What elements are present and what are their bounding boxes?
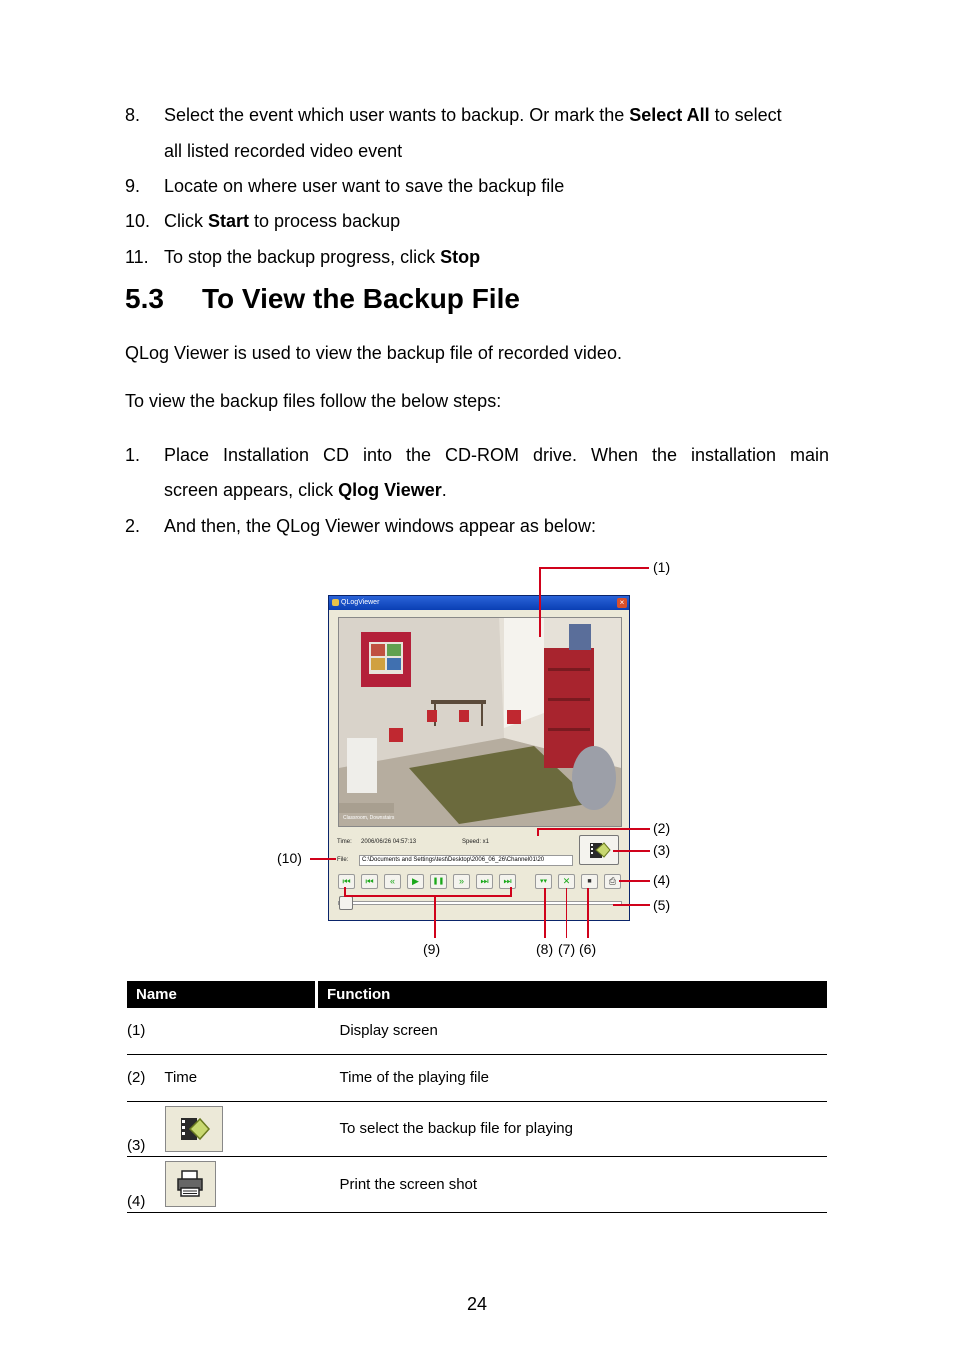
table-header-function: Function — [317, 981, 828, 1008]
step-9-number: 9. — [125, 176, 141, 196]
step-10-text — [164, 210, 400, 232]
film-folder-icon — [166, 1107, 222, 1151]
table-cell-name — [127, 1101, 317, 1156]
print-icon-button — [165, 1161, 216, 1207]
callout-6: (6) — [579, 941, 597, 957]
progress-slider-thumb[interactable] — [339, 896, 353, 910]
progress-slider-track[interactable] — [338, 901, 622, 905]
step-11-number: 11. — [125, 247, 149, 267]
callout-line-2-v — [537, 828, 539, 836]
table-header-row — [127, 981, 827, 1008]
callout-line-8 — [544, 888, 546, 938]
callout-5: (5) — [653, 897, 671, 913]
file-path-field[interactable]: C:\Documents and Settings\test\Desktop\2006_06_26\Channel01\20 — [359, 855, 573, 866]
step-8-text — [164, 104, 782, 126]
step-8-text-a: Select the event which user wants to backup. Or mark the — [164, 105, 630, 125]
step-1-text-a: screen appears, click — [164, 480, 339, 500]
page-number: 24 — [466, 1294, 488, 1314]
step-10-bold: Start — [208, 211, 250, 231]
section-heading — [125, 282, 520, 316]
close-icon[interactable]: × — [617, 598, 627, 608]
table-cell-function: To select the backup file for playing — [317, 1101, 828, 1156]
function-table — [127, 981, 827, 1213]
printer-icon — [166, 1162, 215, 1206]
save-snapshot-button[interactable]: ■ — [581, 874, 598, 889]
callout-2: (2) — [653, 820, 671, 836]
step-10-text-a: Click — [164, 211, 208, 231]
callout-line-1-h — [539, 567, 649, 569]
step-2-number: 2. — [125, 516, 141, 536]
classroom-image — [339, 618, 621, 826]
previous-file-button[interactable]: ⏮ — [361, 874, 378, 889]
step-8-bold: Select All — [629, 105, 710, 125]
print-button[interactable]: ⎙ — [604, 874, 621, 889]
callout-line-3 — [613, 850, 650, 852]
section-title: To View the Backup File — [202, 283, 520, 314]
step-1-text-line2 — [164, 479, 447, 501]
step-8-text-line2: all listed recorded video event — [164, 141, 403, 161]
callout-line-5 — [613, 904, 650, 906]
table-row — [127, 1008, 827, 1054]
intro-text: QLog Viewer is used to view the backup file of recorded video. — [125, 343, 622, 363]
table-cell-name — [127, 1054, 317, 1101]
step-1-bold: Qlog Viewer — [338, 480, 442, 500]
table-row — [127, 1101, 827, 1156]
step-9-text: Locate on where user want to save the backup file — [164, 176, 565, 196]
time-value: 2006/06/26 04:57:13 — [361, 839, 417, 845]
row-number: (4) — [127, 1192, 146, 1210]
table-header-name: Name — [127, 981, 317, 1008]
step-8-text-b: to select — [709, 105, 782, 125]
step-1-text: Place Installation CD into the CD-ROM drive. When the installation main — [164, 445, 829, 465]
callout-3: (3) — [653, 842, 671, 858]
step-2-text: And then, the QLog Viewer windows appear as below: — [164, 516, 596, 536]
last-frame-button[interactable]: ⏭ — [499, 874, 516, 889]
play-button[interactable]: ▶ — [407, 874, 424, 889]
pause-button[interactable]: ❚❚ — [430, 874, 447, 889]
row-number: (3) — [127, 1136, 146, 1154]
table-cell-function: Display screen — [317, 1008, 828, 1054]
step-1-number: 1. — [125, 445, 141, 465]
file-label: File: — [337, 857, 349, 863]
callout-line-2-h — [537, 828, 650, 830]
first-frame-button[interactable]: ⏮ — [338, 874, 355, 889]
step-8-number: 8. — [125, 105, 141, 125]
table-cell-function: Print the screen shot — [317, 1156, 828, 1212]
window-title: QLogViewer — [341, 599, 380, 606]
callout-1: (1) — [653, 559, 671, 575]
step-11-bold: Stop — [440, 247, 481, 267]
callout-9: (9) — [423, 941, 441, 957]
time-label: Time: — [337, 839, 352, 845]
table-row — [127, 1156, 827, 1212]
row-number: (1) — [127, 1022, 146, 1040]
step-11-text — [164, 246, 480, 268]
callout-line-4 — [619, 880, 650, 882]
row-name: Time — [164, 1069, 198, 1086]
callout-4: (4) — [653, 872, 671, 888]
table-cell-name — [127, 1008, 317, 1054]
step-1-text-b: . — [441, 480, 447, 500]
callout-line-9-r — [510, 887, 512, 896]
step-10-number: 10. — [125, 211, 151, 231]
callout-line-10 — [310, 858, 336, 860]
section-number: 5.3 — [125, 283, 164, 314]
window-title-bar — [329, 596, 629, 610]
row-number: (2) — [127, 1069, 146, 1086]
callout-line-9-l — [344, 887, 346, 896]
app-logo-icon — [332, 599, 339, 606]
table-cell-function: Time of the playing file — [317, 1054, 828, 1101]
callout-line-6 — [587, 888, 589, 938]
callout-line-7 — [566, 888, 567, 938]
display-screen — [338, 617, 622, 827]
rewind-button[interactable]: « — [384, 874, 401, 889]
video-overlay-text: Classroom, Downstairs — [343, 815, 395, 821]
callout-line-9-h — [344, 895, 512, 897]
callout-10: (10) — [277, 850, 302, 866]
speed-label: Speed: x1 — [462, 839, 490, 845]
qlog-viewer-window — [328, 595, 630, 921]
table-row — [127, 1054, 827, 1101]
next-file-button[interactable]: ⏭ — [476, 874, 493, 889]
callout-line-1-v — [539, 567, 541, 637]
fast-forward-button[interactable]: » — [453, 874, 470, 889]
step-11-text-a: To stop the backup progress, click — [164, 247, 441, 267]
select-file-icon-button — [165, 1106, 223, 1152]
table-cell-name — [127, 1156, 317, 1212]
split-button[interactable]: ✕ — [558, 874, 575, 889]
callout-7: (7) — [558, 941, 576, 957]
step-10-text-b: to process backup — [249, 211, 401, 231]
zoom-button[interactable]: ▾▾ — [535, 874, 552, 889]
intro-steps-text: To view the backup files follow the below steps: — [125, 391, 502, 411]
callout-line-9-v — [434, 895, 436, 938]
callout-8: (8) — [536, 941, 554, 957]
